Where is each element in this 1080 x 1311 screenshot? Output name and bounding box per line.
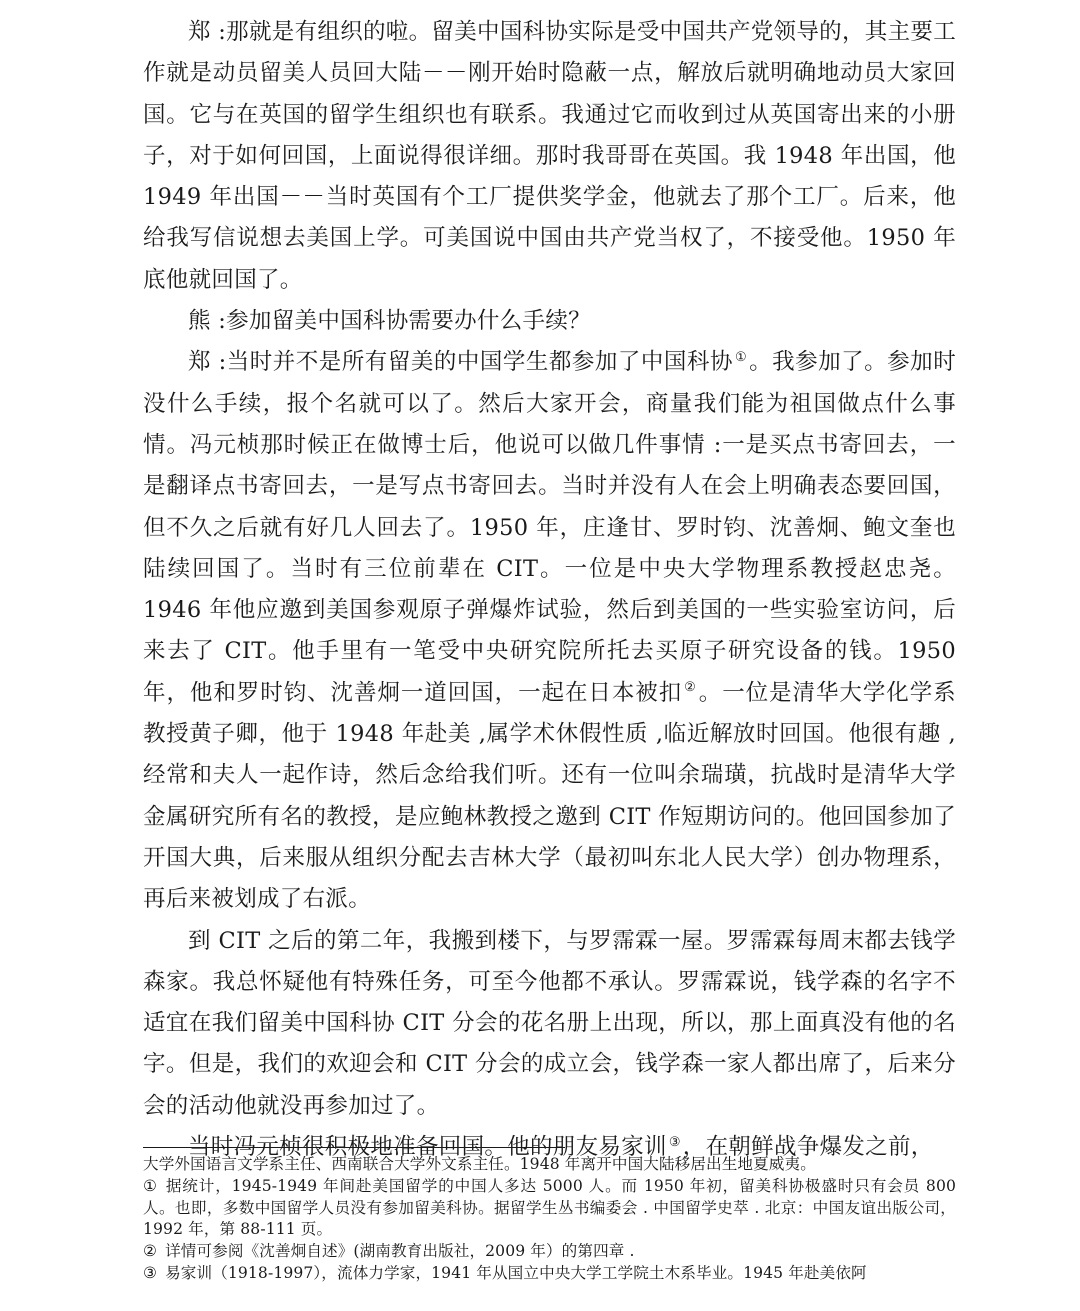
paragraph-text: 。我参加了。参加时没什么手续，报个名就可以了。然后大家开会，商量我们能为祖国做点什么事情。冯元桢那时候正在做博士后，他说可以做几件事情 :一是买点书寄回去，一是翻译点书寄回去，一是写点书寄回去。当时并没有人在会上明确表态要回国，但不久之后就有好几人回去了。1950 年，庄逢甘、罗时钧、沈善炯、鲍文奎也陆续回国了。当时有三位前辈在 CIT。一位是中央大学物理系教授赵忠尧。1946 年他应邀到美国参观原子弹爆炸试验，然后到美国的一些实验室访问，后来去了 CIT。他手里有一笔受中央研究院所托去买原子研究设备的钱。1950 年，他和罗时钧、沈善炯一道回国，一起在日本被扣 [143, 349, 956, 706]
footnote-text: 大学外国语言文学系主任、西南联合大学外文系主任。1948 年离开中国大陆移居出生地夏威夷。 [143, 1155, 816, 1173]
paragraph-zheng-2 [143, 342, 956, 920]
footnotes [143, 1154, 956, 1285]
footnote-continued [143, 1154, 956, 1176]
main-text [143, 12, 956, 1168]
paragraph-cit-second-year [143, 921, 956, 1127]
footnote-divider [143, 1147, 565, 1148]
footnote-text: 易家训（1918-1997），流体力学家，1941 年从国立中央大学工学院土木系毕业。1945 年赴美依阿 [165, 1263, 867, 1282]
paragraph-text: 。一位是清华大学化学系教授黄子卿，他于 1948 年赴美 ,属学术休假性质 ,临近解放时回国。他很有趣 ,经常和夫人一起作诗，然后念给我们听。还有一位叫余瑞璜，抗战时是清华大学金属研究所有名的教授，是应鲍林教授之邀到 CIT 作短期访问的。他回国参加了开国大典，后来服从组织分配去吉林大学（最初叫东北人民大学）创办物理系，再后来被划成了右派。 [143, 679, 956, 913]
paragraph-text: 熊 :参加留美中国科协需要办什么手续？ [188, 308, 591, 335]
paragraph-xiong-question [143, 301, 956, 342]
paragraph-text: 郑 :那就是有组织的啦。留美中国科协实际是受中国共产党领导的，其主要工作就是动员留美人员回大陆－－刚开始时隐蔽一点，解放后就明确地动员大家回国。它与在英国的留学生组织也有联系。我通过它而收到过从英国寄出来的小册子，对于如何回国，上面说得很详细。那时我哥哥在英国。我 1948 年出国，他 1949 年出国－－当时英国有个工厂提供奖学金，他就去了那个工厂。后来，他给我写信说想去美国上学。可美国说中国由共产党当权了，不接受他。1950 年底他就回国了。 [143, 19, 956, 293]
footnote-mark: ③ [143, 1263, 158, 1282]
paragraph-zheng-1 [143, 12, 956, 301]
footnote-mark: ② [143, 1242, 158, 1261]
footnote-text: 据统计，1945-1949 年间赴美国留学的中国人多达 5000 人。而 1950 年初，留美科协极盛时只有会员 800 人。也即，多数中国留学人员没有参加留美科协。据留学生丛书编委会 . 中国留学史萃 . 北京：中国友谊出版公司，1992 年，第 88-111 页。 [143, 1176, 956, 1239]
footnote-3 [143, 1263, 956, 1285]
paragraph-text: 当时冯元桢很积极地准备回国。他的朋友易家训 [188, 1134, 667, 1161]
paragraph-text: ，在朝鲜战争爆发之前， [682, 1134, 934, 1161]
paragraph-text: 郑 :当时并不是所有留美的中国学生都参加了中国科协 [188, 349, 733, 376]
paragraph-text: 到 CIT 之后的第二年，我搬到楼下，与罗霈霖一屋。罗霈霖每周末都去钱学森家。我总怀疑他有特殊任务，可至今他都不承认。罗霈霖说，钱学森的名字不适宜在我们留美中国科协 CIT 分会的花名册上出现，所以，那上面真没有他的名字。但是，我们的欢迎会和 CIT 分会的成立会，钱学森一家人都出席了，后来分会的活动他就没再参加过了。 [143, 927, 956, 1119]
footnote-1 [143, 1176, 956, 1241]
footnote-ref-2: ② [684, 680, 697, 696]
footnote-text: 详情可参阅《沈善炯自述》(湖南教育出版社，2009 年）的第四章 . [165, 1242, 635, 1261]
footnote-ref-3: ③ [668, 1134, 681, 1150]
footnote-ref-1: ① [734, 349, 748, 365]
footnote-mark: ① [143, 1176, 158, 1195]
footnote-2 [143, 1241, 956, 1263]
